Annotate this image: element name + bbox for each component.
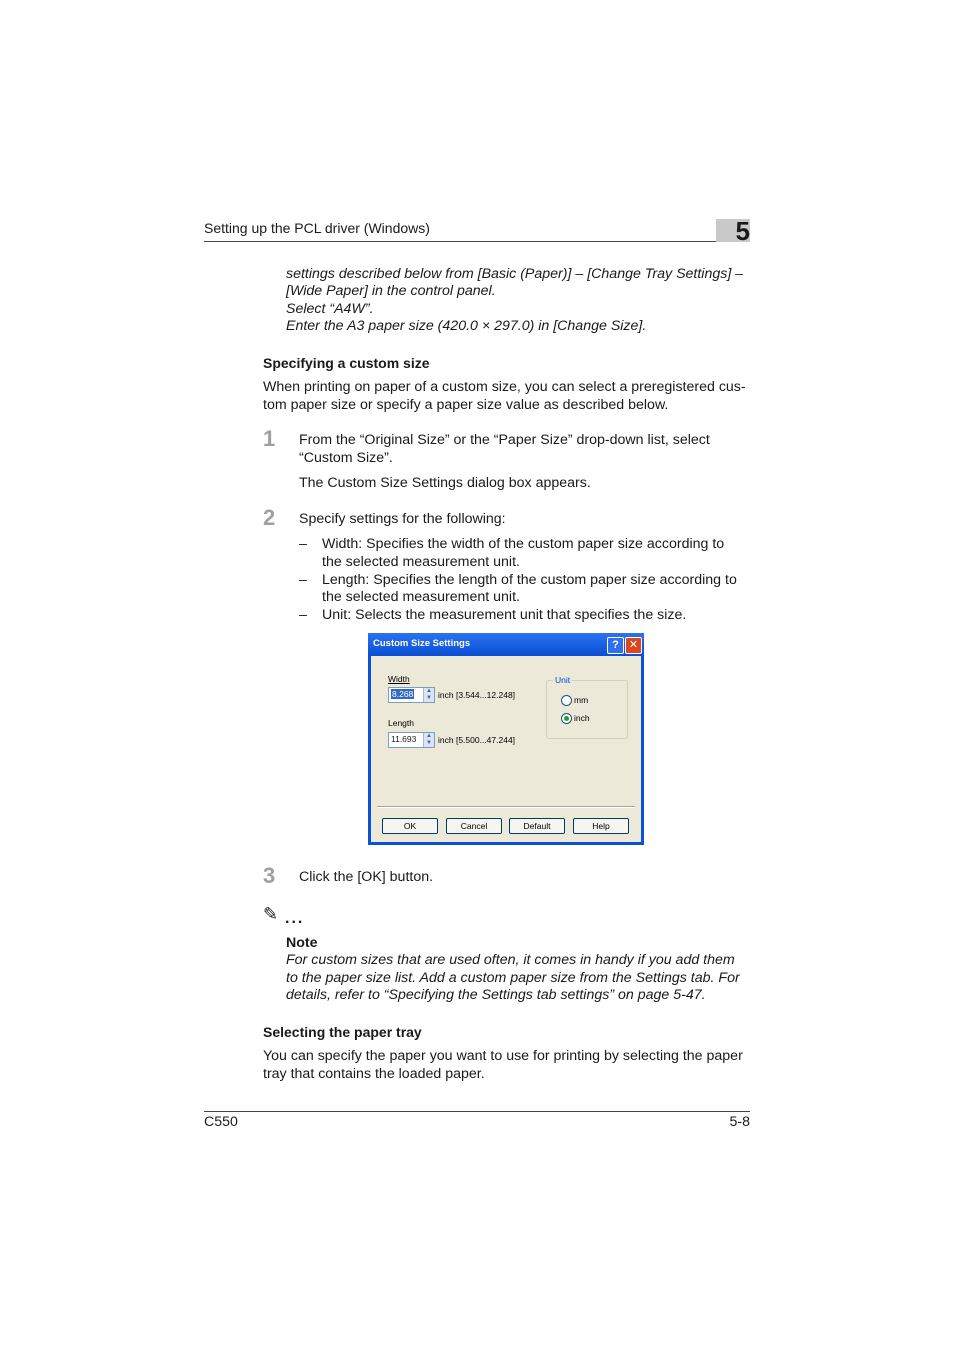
radio-selected-dot (564, 716, 569, 721)
radio-mm[interactable] (561, 695, 572, 706)
spin-down-icon[interactable]: ▼ (426, 740, 432, 746)
bullet-unit-line-1: Unit: Selects the measurement unit that specifies the size. (322, 607, 687, 623)
step1-result: The Custom Size Settings dialog box appears. (299, 475, 591, 491)
width-spinner[interactable] (388, 687, 435, 703)
cancel-button[interactable]: Cancel (446, 818, 502, 834)
unit-group (546, 675, 628, 739)
length-spinner[interactable] (388, 732, 435, 748)
footer-model: C550 (204, 1114, 238, 1130)
length-input-value[interactable]: 11.693 (391, 734, 417, 744)
bullet-width-line-1: Width: Specifies the width of the custom paper size according to (322, 536, 725, 552)
width-input-value[interactable]: 8.268 (392, 689, 414, 699)
intro-line-2: [Wide Paper] in the control panel. (286, 283, 496, 299)
running-header-title: Setting up the PCL driver (Windows) (204, 220, 430, 236)
note-label: Note (286, 935, 318, 951)
default-button[interactable]: Default (509, 818, 565, 834)
close-button[interactable]: ✕ (625, 637, 642, 654)
bullet-dash: – (299, 572, 307, 588)
spin-up-icon[interactable]: ▲ (426, 733, 432, 739)
step-number-2: 2 (263, 505, 276, 530)
length-label: Length (388, 718, 414, 728)
header-rule (204, 241, 750, 242)
step2-text: Specify settings for the following: (299, 511, 506, 527)
unit-group-label: Unit (555, 675, 571, 685)
chapter-number: 5 (735, 216, 750, 246)
note-dots: ... (285, 910, 305, 927)
section-heading-paper-tray: Selecting the paper tray (263, 1024, 422, 1040)
intro-line-1: settings described below from [Basic (Paper)] – [Change Tray Settings] – (286, 266, 744, 282)
width-spin-buttons[interactable] (423, 688, 434, 702)
section1-para-line-2: tom paper size or specify a paper size value as described below. (263, 397, 669, 413)
section2-para-line-2: tray that contains the loaded paper. (263, 1066, 485, 1082)
bullet-width-line-2: the selected measurement unit. (322, 554, 520, 570)
bullet-dash: – (299, 536, 307, 552)
bullet-dash: – (299, 607, 307, 623)
footer-page-number: 5-8 (729, 1114, 750, 1130)
width-label: Width (388, 674, 410, 684)
dialog-title-bar (368, 633, 644, 656)
radio-inch[interactable] (561, 713, 572, 724)
section-heading-custom-size: Specifying a custom size (263, 355, 430, 371)
dialog-separator (377, 806, 635, 808)
length-range-text: inch [5.500...47.244] (438, 735, 516, 745)
footer-rule (204, 1111, 750, 1112)
step3-text: Click the [OK] button. (299, 869, 434, 885)
help-button[interactable]: Help (573, 818, 629, 834)
help-title-button[interactable]: ? (607, 637, 624, 654)
bullet-length-line-1: Length: Specifies the length of the custom paper size according to (322, 572, 737, 588)
length-spin-buttons[interactable] (423, 733, 434, 747)
bullet-length-line-2: the selected measurement unit. (322, 589, 520, 605)
step-number-1: 1 (263, 426, 276, 451)
note-line-2: to the paper size list. Add a custom paper size from the Settings tab. For (286, 970, 740, 986)
step1-line-2: “Custom Size”. (299, 450, 393, 466)
width-range-text: inch [3.544...12.248] (438, 690, 516, 700)
intro-line-3: Select “A4W”. (286, 301, 374, 317)
spin-down-icon[interactable]: ▼ (426, 695, 432, 701)
dialog-client-area (371, 656, 641, 842)
section2-para-line-1: You can specify the paper you want to use for printing by selecting the paper (263, 1048, 743, 1064)
step-number-3: 3 (263, 863, 276, 888)
note-line-3: details, refer to “Specifying the Settings tab settings” on page 5-47. (286, 987, 706, 1003)
radio-inch-label[interactable]: inch (574, 713, 590, 723)
radio-mm-label[interactable]: mm (574, 695, 589, 705)
section1-para-line-1: When printing on paper of a custom size, you can select a preregistered cus- (263, 379, 746, 395)
dialog-title: Custom Size Settings (373, 638, 471, 649)
step1-line-1: From the “Original Size” or the “Paper Size” drop-down list, select (299, 432, 710, 448)
intro-line-4: Enter the A3 paper size (420.0 × 297.0) in [Change Size]. (286, 318, 647, 334)
pencil-icon: ✎ (263, 904, 279, 924)
spin-up-icon[interactable]: ▲ (426, 688, 432, 694)
note-line-1: For custom sizes that are used often, it comes in handy if you add them (286, 952, 735, 968)
ok-button[interactable]: OK (382, 818, 438, 834)
custom-size-settings-dialog (368, 633, 644, 845)
